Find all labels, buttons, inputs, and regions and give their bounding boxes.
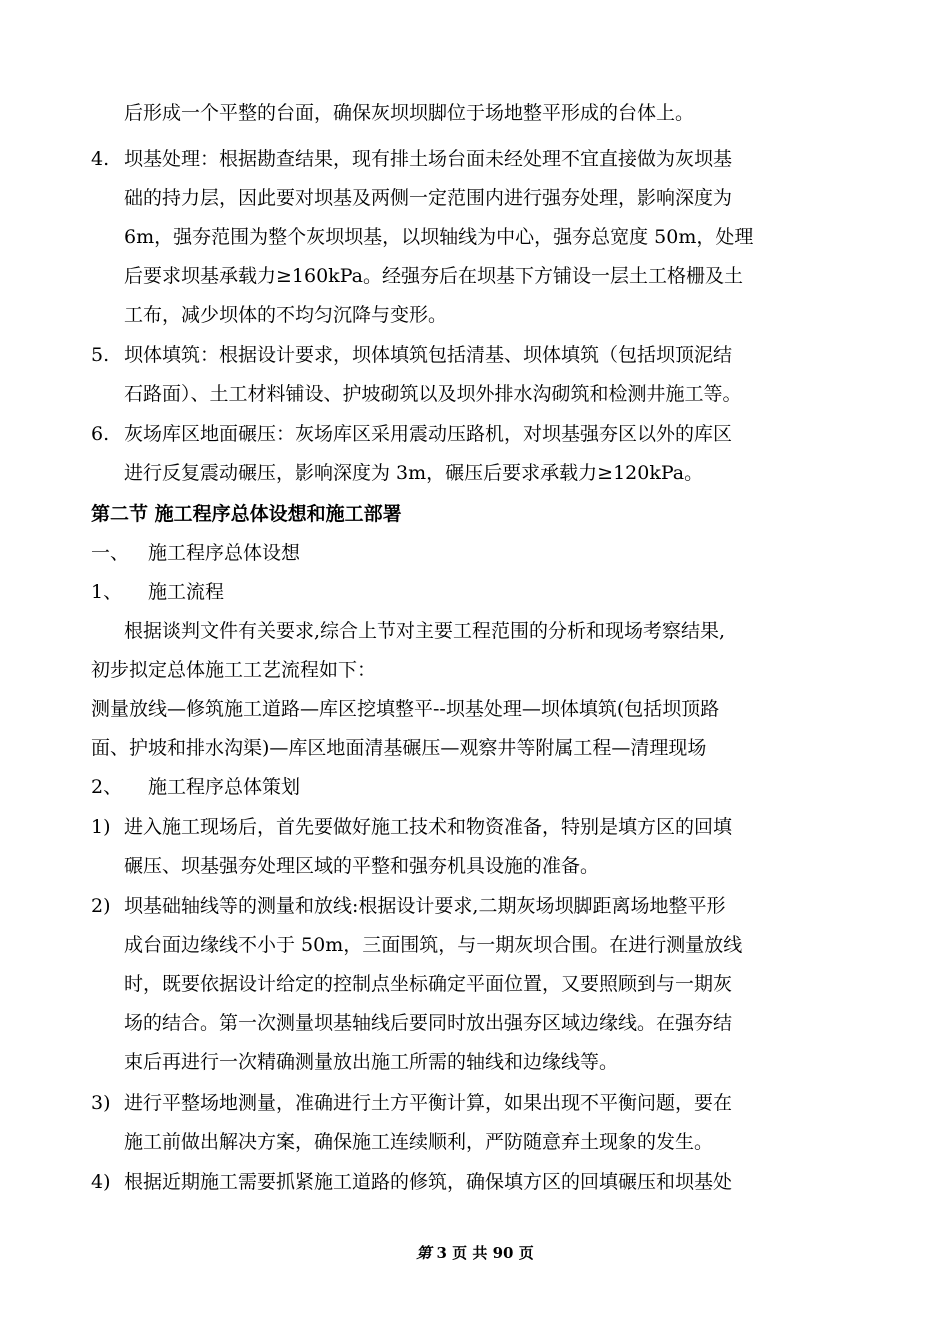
list-item-line: 坝基础轴线等的测量和放线:根据设计要求,二期灰场坝脚距离场地整平形 <box>124 895 726 917</box>
footer-prefix: 第 <box>416 1244 432 1262</box>
list-item-line: 坝体填筑：根据设计要求，坝体填筑包括清基、坝体填筑（包括坝顶泥结 <box>124 344 733 366</box>
list-item-line: 成台面边缘线不小于 50m，三面围筑，与一期灰坝合围。在进行测量放线 <box>124 934 743 956</box>
list-number: 4) <box>91 1171 111 1193</box>
list-item-line: 时，既要依据设计给定的控制点坐标确定平面位置，又要照顾到与一期灰 <box>124 973 733 995</box>
subsection-title: 施工程序总体策划 <box>148 776 301 798</box>
list-item-line: 根据近期施工需要抓紧施工道路的修筑，确保填方区的回填碾压和坝基处 <box>124 1171 733 1193</box>
footer-suffix: 页 <box>518 1244 534 1262</box>
paragraph-line: 初步拟定总体施工工艺流程如下： <box>91 659 377 681</box>
footer-total-pages: 90 <box>492 1244 514 1262</box>
list-item-line: 工布，减少坝体的不均匀沉降与变形。 <box>124 304 448 326</box>
subsection-title: 施工流程 <box>148 581 225 603</box>
page-footer <box>0 1243 950 1263</box>
subsection-number: 1、 <box>91 581 123 603</box>
list-item-line: 施工前做出解决方案，确保施工连续顺利，严防随意弃土现象的发生。 <box>124 1131 714 1153</box>
list-item-line: 进行平整场地测量，准确进行土方平衡计算，如果出现不平衡问题，要在 <box>124 1092 733 1114</box>
list-number: 3) <box>91 1092 111 1114</box>
list-number: 2) <box>91 895 111 917</box>
list-item-line: 坝基处理：根据勘查结果，现有排土场台面未经处理不宜直接做为灰坝基 <box>124 148 733 170</box>
list-item-line: 石路面）、土工材料铺设、护坡砌筑以及坝外排水沟砌筑和检测井施工等。 <box>124 383 742 405</box>
subsection-number: 一、 <box>91 542 130 564</box>
paragraph-line: 根据谈判文件有关要求,综合上节对主要工程范围的分析和现场考察结果, <box>124 620 726 642</box>
intro-line: 后形成一个平整的台面，确保灰坝坝脚位于场地整平形成的台体上。 <box>124 102 695 124</box>
list-item-line: 碾压、坝基强夯处理区域的平整和强夯机具设施的准备。 <box>124 855 600 877</box>
list-item-line: 6m，强夯范围为整个灰坝坝基，以坝轴线为中心，强夯总宽度 50m，处理 <box>124 226 754 248</box>
subsection-title: 施工程序总体设想 <box>148 542 301 564</box>
footer-page-number: 3 <box>436 1244 447 1262</box>
list-item-line: 后要求坝基承载力≥160kPa。经强夯后在坝基下方铺设一层土工格栅及土 <box>124 265 743 287</box>
footer-mid: 页 共 <box>452 1244 488 1262</box>
list-number: 6. <box>91 423 110 445</box>
list-number: 1) <box>91 816 111 838</box>
list-item-line: 础的持力层，因此要对坝基及两侧一定范围内进行强夯处理，影响深度为 <box>124 187 733 209</box>
list-number: 5. <box>91 344 110 366</box>
subsection-number: 2、 <box>91 776 123 798</box>
flow-line: 测量放线—修筑施工道路—库区挖填整平--坝基处理—坝体填筑(包括坝顶路 <box>91 698 720 720</box>
flow-line: 面、护坡和排水沟渠)—库区地面清基碾压—观察井等附属工程—清理现场 <box>91 737 707 759</box>
list-item-line: 场的结合。第一次测量坝基轴线后要同时放出强夯区域边缘线。在强夯结 <box>124 1012 733 1034</box>
list-item-line: 束后再进行一次精确测量放出施工所需的轴线和边缘线等。 <box>124 1051 619 1073</box>
section-title: 第二节 施工程序总体设想和施工部署 <box>91 503 402 525</box>
list-number: 4. <box>91 148 110 170</box>
list-item-line: 灰场库区地面碾压：灰场库区采用震动压路机，对坝基强夯区以外的库区 <box>124 423 733 445</box>
list-item-line: 进行反复震动碾压，影响深度为 3m，碾压后要求承载力≥120kPa。 <box>124 462 704 484</box>
list-item-line: 进入施工现场后，首先要做好施工技术和物资准备，特别是填方区的回填 <box>124 816 733 838</box>
